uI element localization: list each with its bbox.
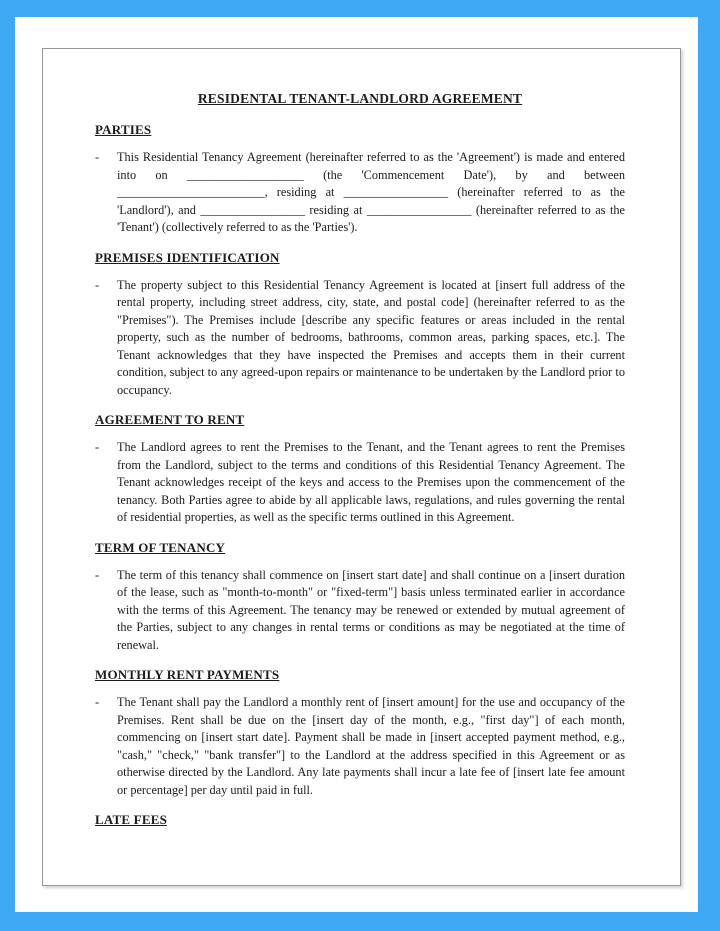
page-matte	[15, 17, 698, 912]
document-title: RESIDENTAL TENANT-LANDLORD AGREEMENT	[197, 91, 523, 106]
bullet-dash: -	[95, 440, 100, 454]
section-heading: LATE FEES	[95, 812, 167, 827]
section-premises-identification	[95, 250, 625, 400]
section-heading: MONTHLY RENT PAYMENTS	[95, 667, 280, 682]
section-body: This Residential Tenancy Agreement (hereinafter referred to as the 'Agreement') is made and entered into on ___________________ (the 'Commencement Date'), by and between ________________________, residing at _________________ (hereinafter referred to as the 'Landlord'), and _________________ residing at _________________ (hereinafter referred to as the 'Tenant') (collectively referred to as the 'Parties').	[117, 150, 625, 234]
bullet-dash: -	[95, 150, 100, 164]
section-body: The Tenant shall pay the Landlord a monthly rent of [insert amount] for the use and occupancy of the Premises. Rent shall be due on the [insert day of the month, e.g., "first day"] of each month, commencing on [insert start date]. Payment shall be made in [insert accepted payment method, e.g., "cash," "check," "bank transfer"] to the Landlord at the address specified in this Agreement or as otherwise directed by the Landlord. Any late payments shall incur a late fee of [insert late fee amount or percentage] per day until paid in full.	[117, 695, 625, 797]
bullet-item	[95, 149, 625, 237]
document-content	[43, 49, 680, 828]
bullet-dash: -	[95, 695, 100, 709]
bullet-item	[95, 277, 625, 400]
section-monthly-rent-payments	[95, 667, 625, 799]
section-body: The term of this tenancy shall commence on [insert start date] and shall continue on a [insert duration of the lease, such as "month-to-month" or "fixed-term"] basis unless terminated earlier in accordance with the terms of this Agreement. The tenancy may be renewed or extended by mutual agreement of the Parties, subject to any changes in rental terms or conditions as may be negotiated at the time of renewal.	[117, 567, 625, 652]
section-parties	[95, 122, 625, 237]
bullet-item	[95, 567, 625, 655]
section-body: The Landlord agrees to rent the Premises to the Tenant, and the Tenant agrees to rent the Premises from the Landlord, subject to the terms and conditions of this Residential Tenancy Agreement. The Tenant acknowledges receipt of the keys and access to the Premises upon the commencement of the tenancy. Both Parties agree to abide by all applicable laws, regulations, and rules governing the rental of residential properties, as well as the specific terms outlined in this Agreement.	[117, 440, 625, 524]
bullet-item	[95, 439, 625, 527]
bullet-dash: -	[95, 567, 100, 582]
section-late-fees	[95, 812, 625, 828]
section-heading: TERM OF TENANCY	[95, 539, 226, 555]
bullet-item	[95, 694, 625, 799]
section-body: The property subject to this Residential Tenancy Agreement is located at [insert full address of the rental property, including street address, city, state, and postal code] (hereinafter referred to as the "Premises"). The Premises include [describe any specific features or areas included in the rental property, such as the number of bedrooms, bathrooms, common areas, parking spaces, etc.]. The Tenant acknowledges that they have inspected the Premises and accepts them in their current condition, subject to any agreed-upon repairs or maintenance to be undertaken by the Landlord prior to occupancy.	[117, 277, 625, 397]
section-term-of-tenancy	[95, 540, 625, 655]
section-agreement-to-rent	[95, 412, 625, 527]
section-heading: PREMISES IDENTIFICATION	[95, 249, 280, 265]
document-page	[42, 48, 681, 886]
section-heading: AGREEMENT TO RENT	[95, 412, 245, 427]
bullet-dash: -	[95, 277, 100, 292]
section-heading: PARTIES	[95, 122, 152, 137]
